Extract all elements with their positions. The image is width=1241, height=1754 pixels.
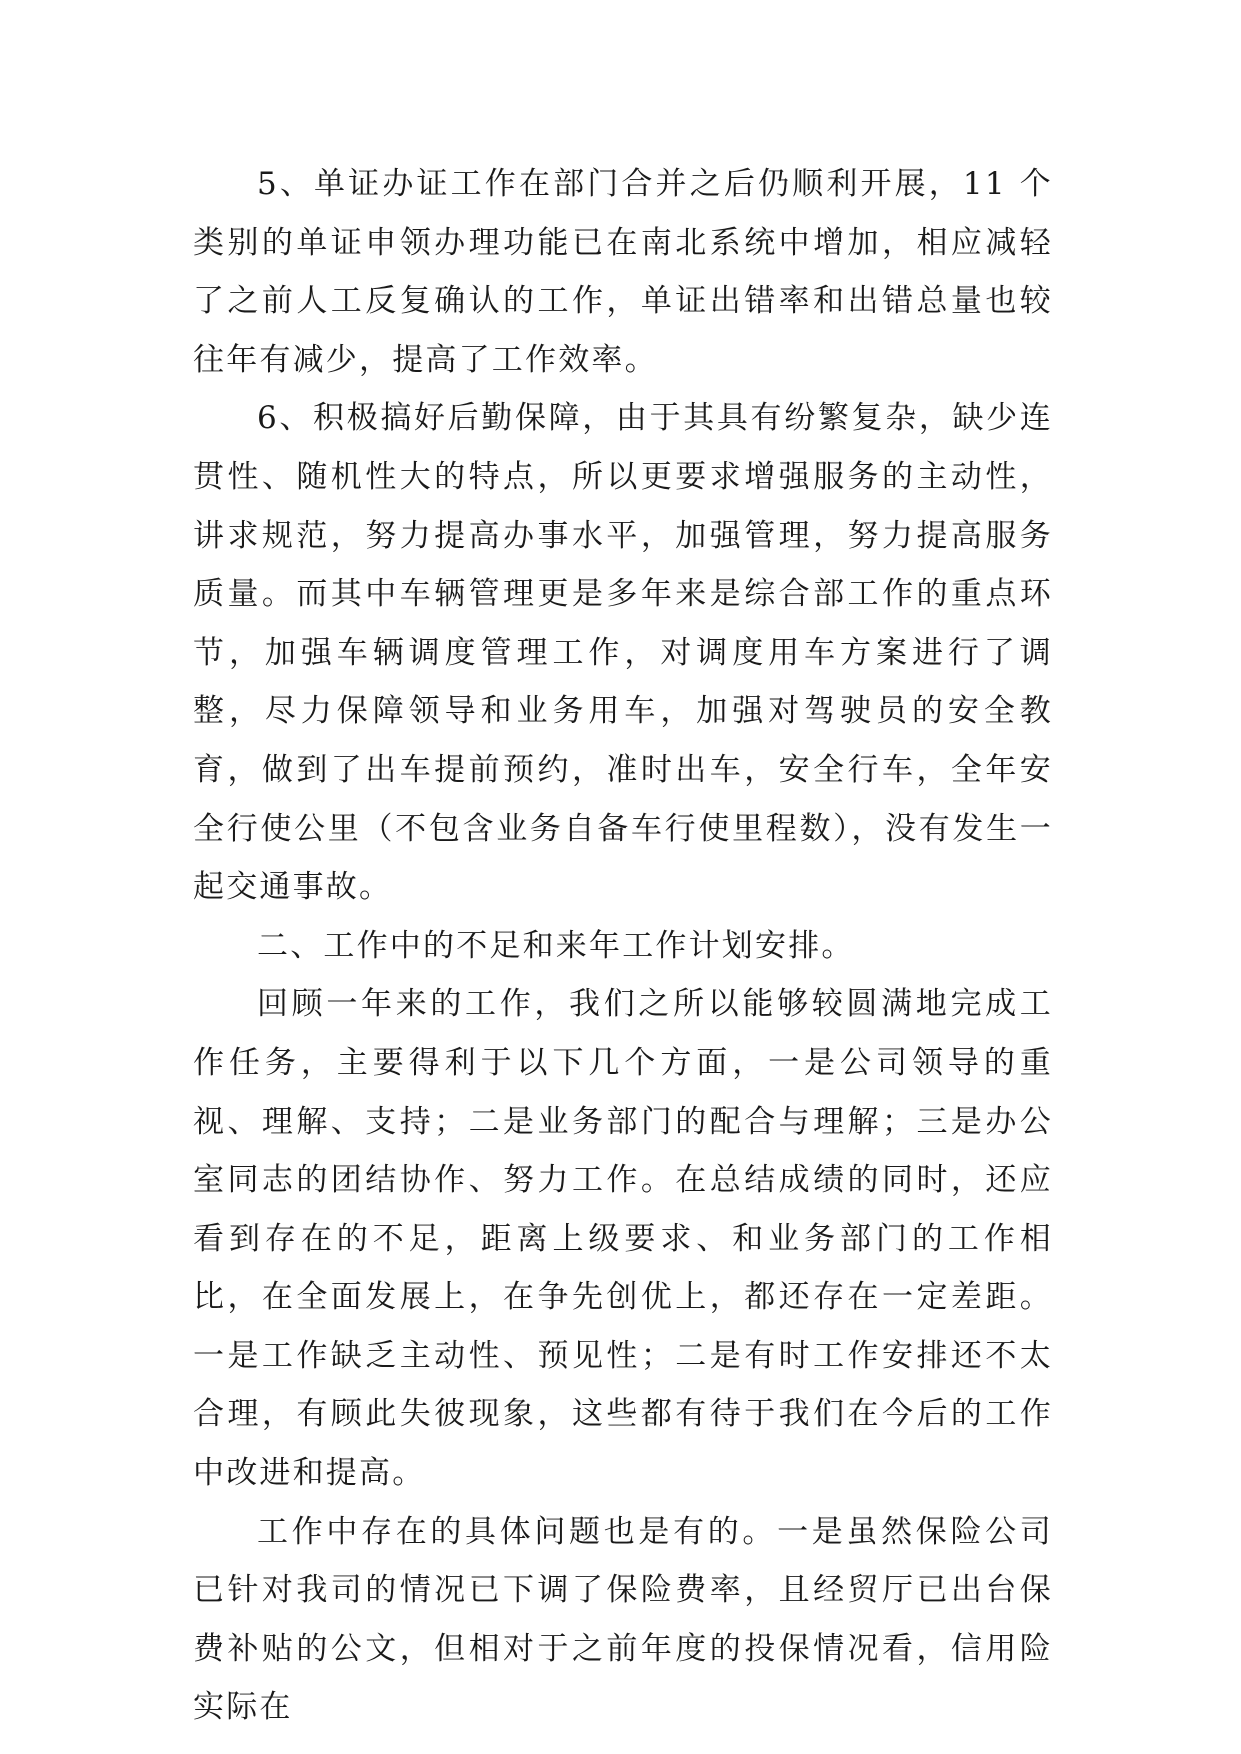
section-heading-shortcomings: 二、工作中的不足和来年工作计划安排。	[257, 927, 855, 964]
paragraph-review: 回顾一年来的工作，我们之所以能够较圆满地完成工作任务，主要得利于以下几个方面，一是公司领导的重视、理解、支持；二是业务部门的配合与理解；三是办公室同志的团结协作、努力工作。在总结成绩的同时，还应看到存在的不足，距离上级要求、和业务部门的工作相比，在全面发展上，在争先创优上，都还存在一定差距。一是工作缺乏主动性、预见性；二是有时工作安排还不太合理，有顾此失彼现象，这些都有待于我们在今后的工作中改进和提高。	[193, 986, 1053, 1492]
paragraph-6-logistics-support: 6、积极搞好后勤保障，由于其具有纷繁复杂，缺少连贯性、随机性大的特点，所以更要求增强服务的主动性，讲求规范，努力提高办事水平，加强管理，努力提高服务质量。而其中车辆管理更是多年来是综合部工作的重点环节，加强车辆调度管理工作，对调度用车方案进行了调整，尽力保障领导和业务用车，加强对驾驶员的安全教育，做到了出车提前预约，准时出车，安全行车，全年安全行使公里（不包含业务自备车行使里程数），没有发生一起交通事故。	[193, 400, 1053, 906]
document-page	[193, 155, 1053, 1737]
paragraph-specific-issues: 工作中存在的具体问题也是有的。一是虽然保险公司已针对我司的情况已下调了保险费率，且经贸厅已出台保费补贴的公文，但相对于之前年度的投保情况看，信用险实际在	[193, 1513, 1053, 1726]
paragraph-5-document-handling: 5、单证办证工作在部门合并之后仍顺利开展，11 个类别的单证申领办理功能已在南北系统中增加，相应减轻了之前人工反复确认的工作，单证出错率和出错总量也较往年有减少，提高了工作效率。	[193, 166, 1053, 378]
